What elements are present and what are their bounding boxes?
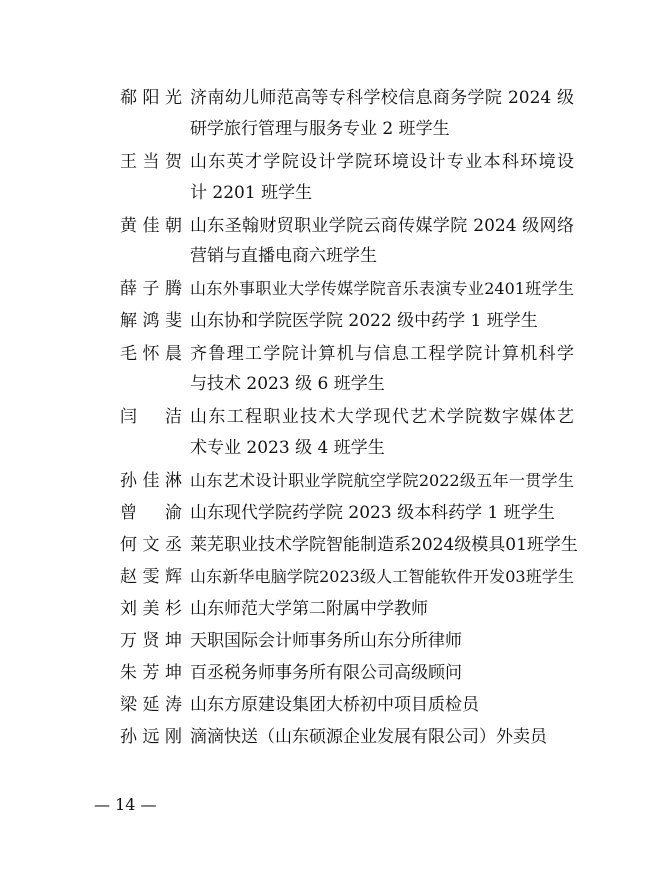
person-affiliation: 山东艺术设计职业学院航空学院2022级五年一贯学生 — [190, 471, 574, 490]
person-affiliation: 莱芜职业技术学院智能制造系2024级模具01班学生 — [190, 535, 578, 555]
person-name: 毛怀晨 — [120, 344, 182, 364]
person-affiliation-continued: 与技术 2023 级 6 班学生 — [190, 374, 385, 394]
person-affiliation-continued: 营销与直播电商六班学生 — [190, 246, 377, 266]
person-affiliation-continued: 计 2201 班学生 — [190, 183, 313, 203]
person-name: 万贤坤 — [120, 631, 182, 651]
person-name: 解鸿斐 — [120, 311, 182, 331]
person-affiliation: 天职国际会计师事务所山东分所律师 — [190, 631, 462, 651]
person-name: 闫 洁 — [120, 407, 182, 427]
person-affiliation: 山东工程职业技术大学现代艺术学院数字媒体艺 — [190, 407, 574, 427]
person-affiliation: 山东圣翰财贸职业学院云商传媒学院 2024 级网络 — [190, 216, 574, 236]
person-name: 刘美杉 — [120, 599, 182, 619]
person-name: 何文丞 — [120, 535, 182, 555]
person-name: 赵雯辉 — [120, 567, 182, 587]
person-affiliation: 滴滴快送（山东硕源企业发展有限公司）外卖员 — [190, 727, 547, 747]
person-affiliation: 山东新华电脑学院2023级人工智能软件开发03班学生 — [190, 567, 574, 586]
person-name: 曾 渝 — [120, 503, 182, 523]
person-affiliation-continued: 研学旅行管理与服务专业 2 班学生 — [190, 119, 450, 139]
person-affiliation: 山东英才学院设计学院环境设计专业本科环境设 — [190, 152, 574, 172]
person-name: 梁延涛 — [120, 695, 182, 715]
person-affiliation: 济南幼儿师范高等专科学校信息商务学院 2024 级 — [190, 88, 574, 108]
person-name: 孙佳淋 — [120, 471, 182, 491]
person-affiliation: 齐鲁理工学院计算机与信息工程学院计算机科学 — [190, 344, 574, 364]
person-affiliation-continued: 术专业 2023 级 4 班学生 — [190, 438, 385, 458]
person-name: 王当贺 — [120, 152, 182, 172]
person-affiliation: 山东外事职业大学传媒学院音乐表演专业2401班学生 — [190, 279, 574, 298]
person-name: 黄佳朝 — [120, 216, 182, 236]
person-affiliation: 山东现代学院药学院 2023 级本科药学 1 班学生 — [190, 503, 555, 523]
person-affiliation: 百丞税务师事务所有限公司高级顾问 — [190, 663, 462, 683]
person-affiliation: 山东协和学院医学院 2022 级中药学 1 班学生 — [190, 311, 538, 331]
person-name: 朱芳坤 — [120, 663, 182, 683]
person-name: 薛子腾 — [120, 279, 182, 299]
person-affiliation: 山东方原建设集团大桥初中项目质检员 — [190, 695, 479, 715]
person-affiliation: 山东师范大学第二附属中学教师 — [190, 599, 428, 619]
page-number: — 14 — — [94, 795, 157, 814]
person-name: 郗阳光 — [120, 88, 182, 108]
person-name: 孙远刚 — [120, 727, 182, 747]
